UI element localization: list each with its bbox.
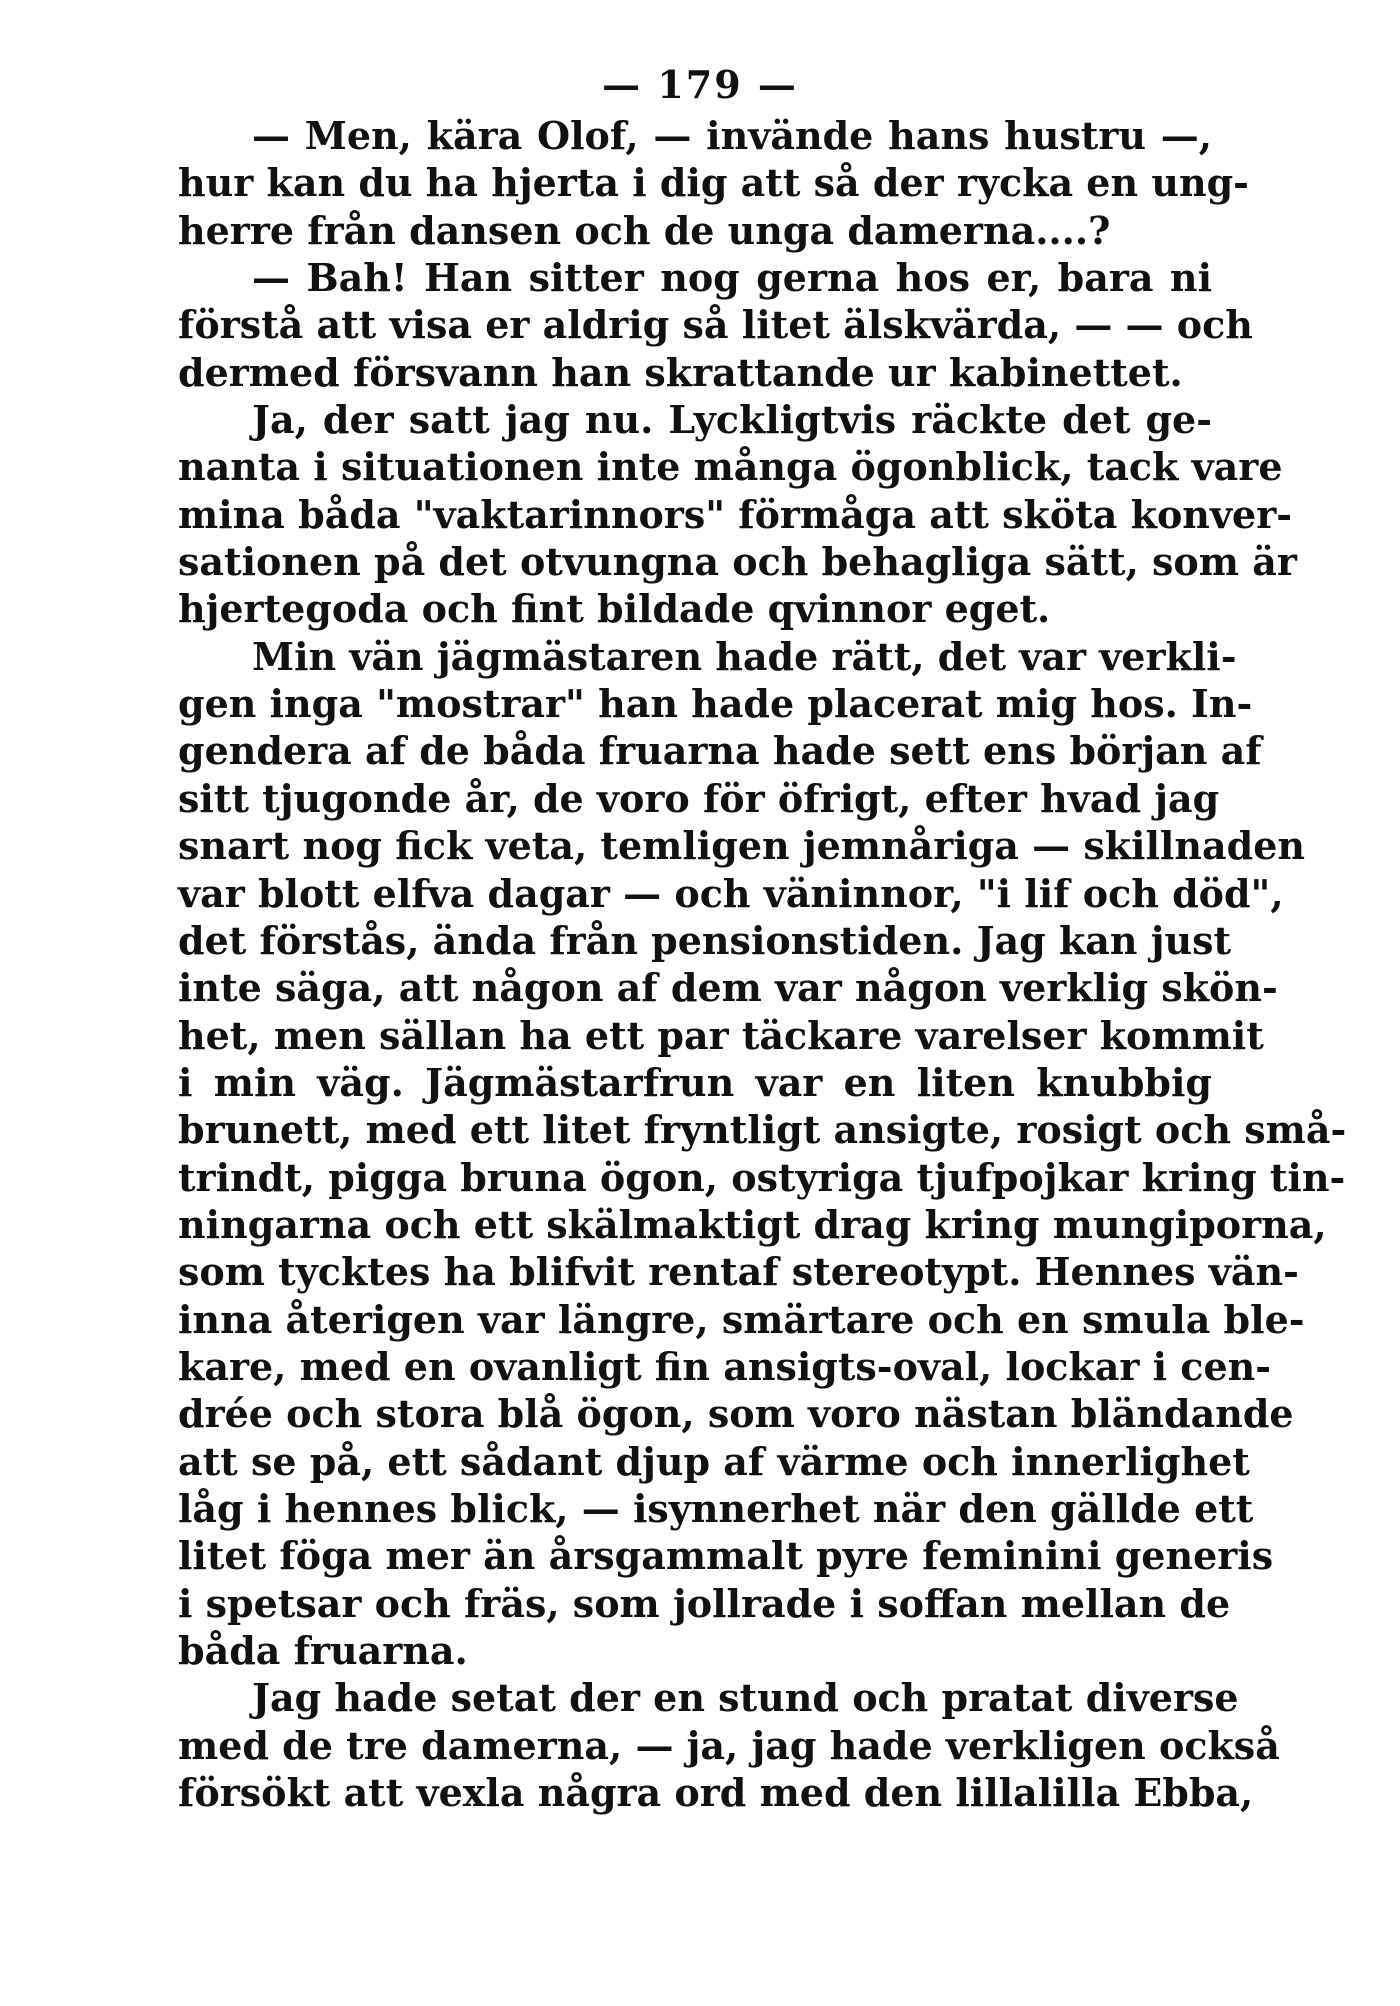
text-line: var blott elfva dagar — och väninnor, "i lif och död", (178, 870, 1284, 916)
text-line: herre från dansen och de unga damerna....? (178, 207, 1111, 253)
text-line: låg i hennes blick, — isynnerhet när den gällde ett (178, 1485, 1254, 1531)
text-line: dermed försvann han skrattande ur kabinettet. (178, 349, 1183, 395)
text-line: nanta i situationen inte många ögonblick, tack vare (178, 444, 1283, 490)
text-line: förstå att visa er aldrig så litet älskvärda, — — och (178, 302, 1253, 348)
text-line: het, men sällan ha ett par täckare varelser kommit (178, 1012, 1264, 1058)
text-line: — Bah! Han sitter nog gerna hos er, bara ni (252, 255, 1212, 301)
text-line: brunett, med ett litet fryntligt ansigte, rosigt och små- (178, 1107, 1347, 1153)
text-line: gendera af de båda fruarna hade sett ens början af (178, 728, 1262, 774)
text-line: gen inga "mostrar" han hade placerat mig hos. In- (178, 681, 1253, 727)
text-line: i min väg. Jägmästarfrun var en liten knubbig (178, 1059, 1212, 1105)
text-line: mina båda "vaktarinnors" förmåga att sköta konver- (178, 491, 1292, 537)
text-line: trindt, pigga bruna ögon, ostyriga tjufpojkar kring tin- (178, 1154, 1346, 1200)
text-line: inte säga, att någon af dem var någon verklig skön- (178, 965, 1278, 1011)
text-line: som tycktes ha blifvit rentaf stereotypt. Hennes vän- (178, 1249, 1299, 1295)
text-line: snart nog fick veta, temligen jemnåriga — skillnaden (178, 823, 1305, 869)
text-line: inna återigen var längre, smärtare och en smula ble- (178, 1296, 1305, 1342)
text-line: hjertegoda och fint bildade qvinnor eget. (178, 586, 1051, 632)
page-number: — 179 — (602, 62, 798, 107)
text-line: drée och stora blå ögon, som voro nästan bländande (178, 1391, 1294, 1437)
text-line: — Men, kära Olof, — invände hans hustru —, (252, 113, 1212, 158)
text-line: båda fruarna. (178, 1628, 468, 1673)
text-line: Ja, der satt jag nu. Lyckligtvis räckte det ge- (252, 397, 1212, 443)
text-line: försökt att vexla några ord med den lillalilla Ebba, (178, 1770, 1254, 1816)
text-line: att se på, ett sådant djup af värme och innerlighet (178, 1438, 1250, 1484)
text-line: ningarna och ett skälmaktigt drag kring mungiporna, (178, 1201, 1327, 1247)
text-line: i spetsar och fräs, som jollrade i soffan mellan de (178, 1580, 1231, 1626)
text-line: sationen på det otvungna och behagliga sätt, som är (178, 539, 1297, 585)
text-line: hur kan du ha hjerta i dig att så der rycka en ung- (178, 160, 1249, 206)
text-line: litet föga mer än årsgammalt pyre feminini generis (178, 1533, 1274, 1579)
text-line: kare, med en ovanligt fin ansigts-oval, lockar i cen- (178, 1343, 1272, 1389)
text-line: med de tre damerna, — ja, jag hade verkligen också (178, 1722, 1280, 1768)
text-line: sitt tjugonde år, de voro för öfrigt, efter hvad jag (178, 775, 1220, 821)
text-line: Jag hade setat der en stund och pratat diverse (252, 1675, 1239, 1721)
text-line: det förstås, ända från pensionstiden. Jag kan just (178, 917, 1232, 963)
body-text (178, 112, 1347, 1816)
text-line: Min vän jägmästaren hade rätt, det var verkli- (252, 633, 1237, 679)
